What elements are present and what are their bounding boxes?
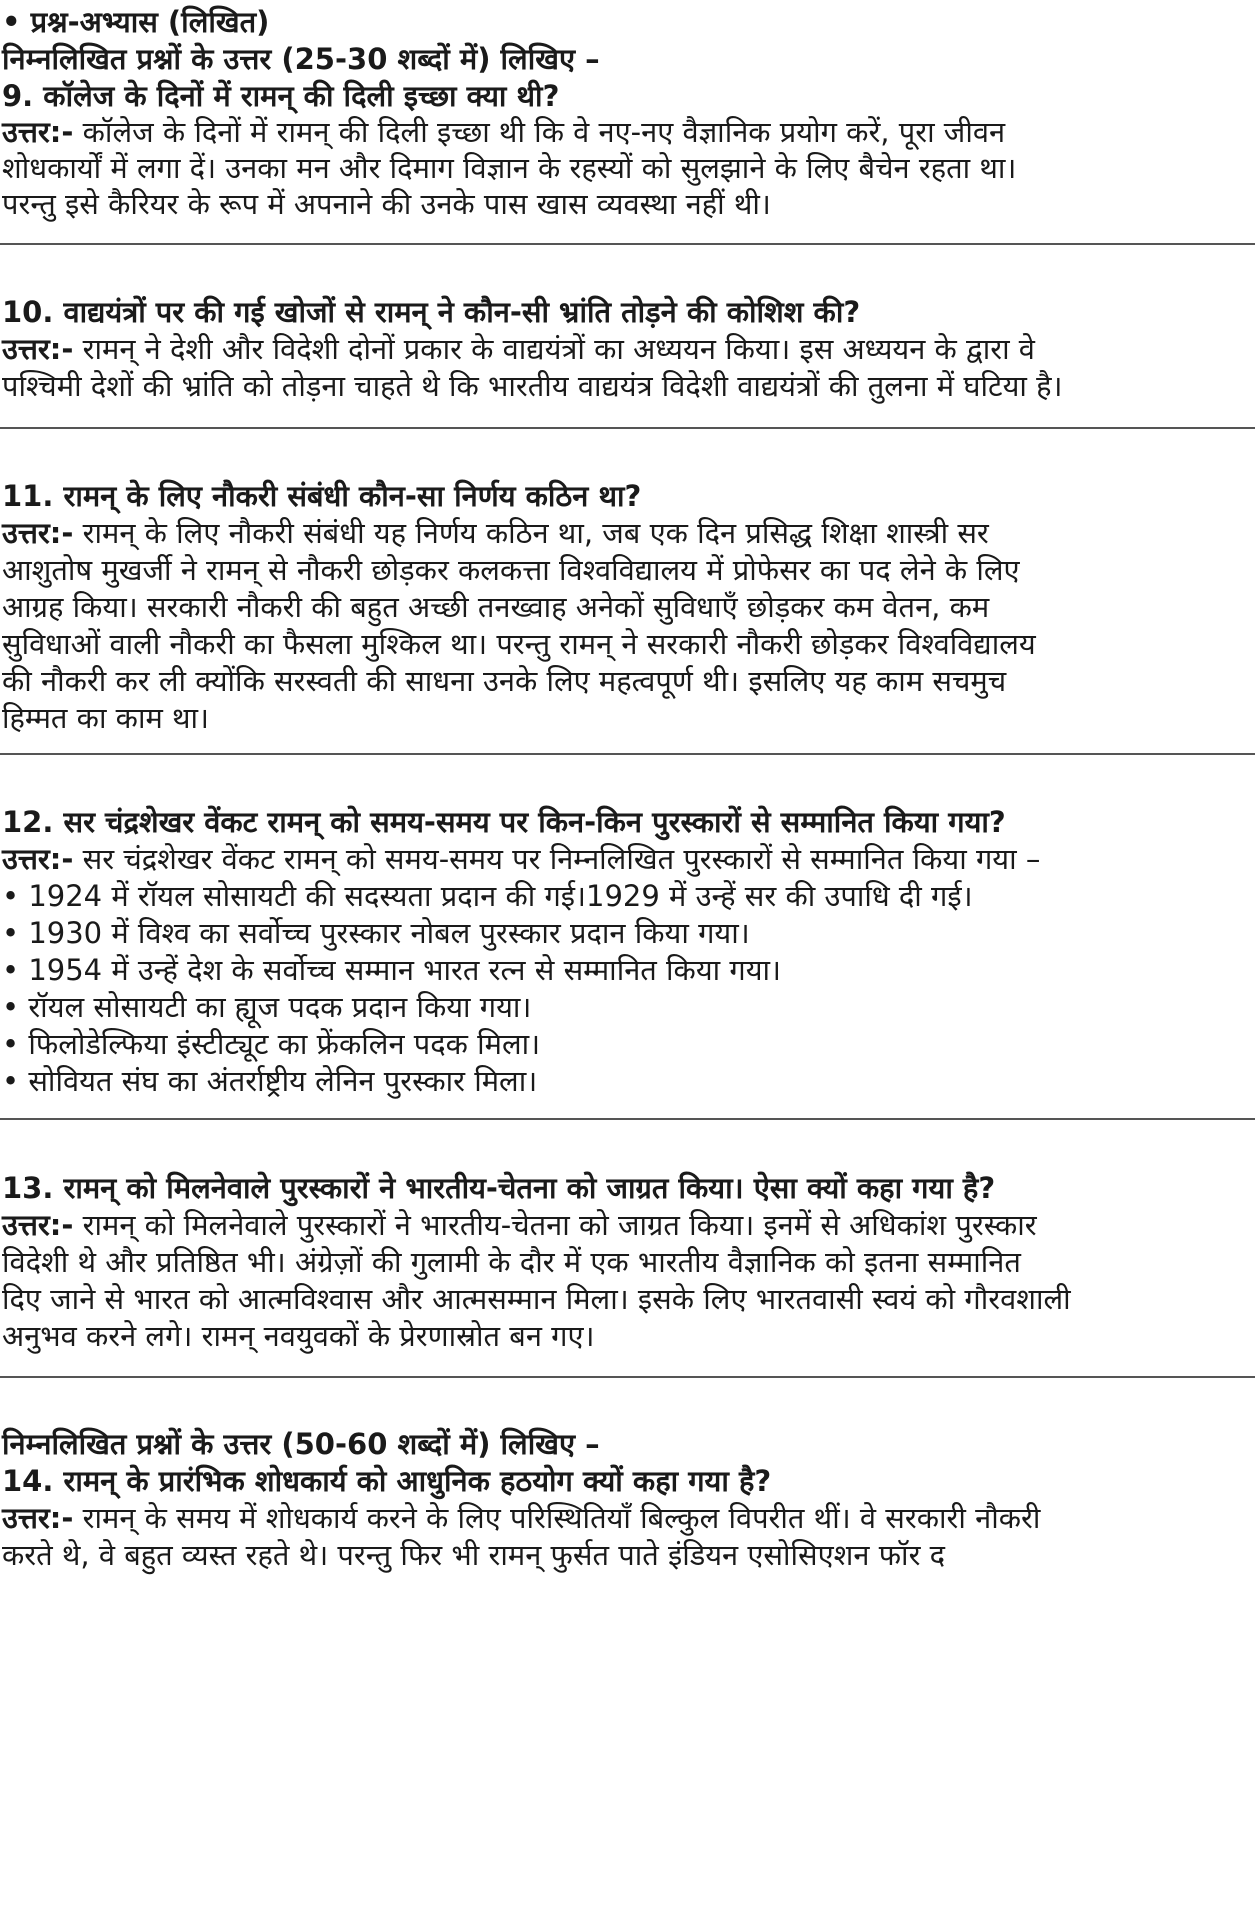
answer-12-line-1: उत्तर:- सर चंद्रशेखर वेंकट रामन् को समय-समय पर निम्नलिखित पुरस्कारों से सम्मानित किया गया –	[2, 842, 1041, 876]
award-item-1: • 1924 में रॉयल सोसायटी की सदस्यता प्रदान की गई।1929 में उन्हें सर की उपाधि दी गई।	[2, 879, 973, 913]
award-item-2: • 1930 में विश्व का सर्वोच्च पुरस्कार नोबल पुरस्कार प्रदान किया गया।	[2, 916, 750, 950]
answer-11-line-5: की नौकरी कर ली क्योंकि सरस्वती की साधना उनके लिए महत्वपूर्ण थी। इसलिए यह काम सचमुच	[2, 664, 1007, 698]
answer-label: उत्तर:-	[2, 332, 74, 366]
question-14: 14. रामन् के प्रारंभिक शोधकार्य को आधुनिक हठयोग क्यों कहा गया है?	[2, 1464, 772, 1498]
answer-13-line-4: अनुभव करने लगे। रामन् नवयुवकों के प्रेरणास्रोत बन गए।	[2, 1319, 595, 1353]
award-item-5: • फिलोडेल्फिया इंस्टीट्यूट का फ्रेंकलिन पदक मिला।	[2, 1027, 541, 1061]
divider	[0, 1376, 1255, 1378]
answer-11-line-3: आग्रह किया। सरकारी नौकरी की बहुत अच्छी तनख्वाह अनेकों सुविधाएँ छोड़कर कम वेतन, कम	[2, 590, 990, 624]
answer-label: उत्तर:-	[2, 1208, 74, 1242]
answer-11-line-4: सुविधाओं वाली नौकरी का फैसला मुश्किल था। परन्तु रामन् ने सरकारी नौकरी छोड़कर विश्वविद्यालय	[2, 627, 1036, 661]
instruction-short: निम्नलिखित प्रश्नों के उत्तर (25-30 शब्दों में) लिखिए –	[2, 42, 600, 76]
award-item-4: • रॉयल सोसायटी का ह्यूज पदक प्रदान किया गया।	[2, 990, 532, 1024]
answer-9-line-3: परन्तु इसे कैरियर के रूप में अपनाने की उनके पास खास व्यवस्था नहीं थी।	[2, 187, 771, 221]
divider	[0, 753, 1255, 755]
divider	[0, 1118, 1255, 1120]
answer-13-line-3: दिए जाने से भारत को आत्मविश्वास और आत्मसम्मान मिला। इसके लिए भारतवासी स्वयं को गौरवशाली	[2, 1282, 1071, 1316]
question-11: 11. रामन् के लिए नौकरी संबंधी कौन-सा निर्णय कठिन था?	[2, 479, 642, 513]
answer-label: उत्तर:-	[2, 1501, 74, 1535]
answer-13-line-2: विदेशी थे और प्रतिष्ठित भी। अंग्रेज़ों की गुलामी के दौर में एक भारतीय वैज्ञानिक को इतना सम्मानित	[2, 1245, 1021, 1279]
answer-10-line-1: उत्तर:- रामन् ने देशी और विदेशी दोनों प्रकार के वाद्ययंत्रों का अध्ययन किया। इस अध्ययन के द्वारा वे	[2, 332, 1035, 366]
answer-11-line-6: हिम्मत का काम था।	[2, 701, 210, 735]
answer-9-line-2: शोधकार्यों में लगा दें। उनका मन और दिमाग विज्ञान के रहस्यों को सुलझाने के लिए बैचेन रहता था।	[2, 151, 1017, 185]
answer-14-line-2: करते थे, वे बहुत व्यस्त रहते थे। परन्तु फिर भी रामन् फुर्सत पाते इंडियन एसोसिएशन फॉर द	[2, 1538, 946, 1572]
divider	[0, 243, 1255, 245]
divider	[0, 427, 1255, 429]
award-item-6: • सोवियत संघ का अंतर्राष्ट्रीय लेनिन पुरस्कार मिला।	[2, 1064, 538, 1098]
section-heading: • प्रश्न-अभ्यास (लिखित)	[2, 5, 270, 39]
award-item-3: • 1954 में उन्हें देश के सर्वोच्च सम्मान भारत रत्न से सम्मानित किया गया।	[2, 953, 782, 987]
question-13: 13. रामन् को मिलनेवाले पुरस्कारों ने भारतीय-चेतना को जाग्रत किया। ऐसा क्यों कहा गया है?	[2, 1171, 996, 1205]
answer-label: उत्तर:-	[2, 516, 74, 550]
question-9: 9. कॉलेज के दिनों में रामन् की दिली इच्छा क्या थी?	[2, 79, 560, 113]
answer-14-line-1: उत्तर:- रामन् के समय में शोधकार्य करने के लिए परिस्थितियाँ बिल्कुल विपरीत थीं। वे सरकारी नौकरी	[2, 1501, 1041, 1535]
answer-11-line-1: उत्तर:- रामन् के लिए नौकरी संबंधी यह निर्णय कठिन था, जब एक दिन प्रसिद्ध शिक्षा शास्त्री सर	[2, 516, 989, 550]
answer-label: उत्तर:-	[2, 115, 74, 149]
question-12: 12. सर चंद्रशेखर वेंकट रामन् को समय-समय पर किन-किन पुरस्कारों से सम्मानित किया गया?	[2, 805, 1006, 839]
answer-11-line-2: आशुतोष मुखर्जी ने रामन् से नौकरी छोड़कर कलकत्ता विश्वविद्यालय में प्रोफेसर का पद लेने के लिए	[2, 553, 1020, 587]
answer-9-line-1: उत्तर:- कॉलेज के दिनों में रामन् की दिली इच्छा थी कि वे नए-नए वैज्ञानिक प्रयोग करें, पूरा जीवन	[2, 115, 1006, 149]
question-10: 10. वाद्ययंत्रों पर की गई खोजों से रामन् ने कौन-सी भ्रांति तोड़ने की कोशिश की?	[2, 295, 861, 329]
instruction-long: निम्नलिखित प्रश्नों के उत्तर (50-60 शब्दों में) लिखिए –	[2, 1427, 600, 1461]
answer-10-line-2: पश्चिमी देशों की भ्रांति को तोड़ना चाहते थे कि भारतीय वाद्ययंत्र विदेशी वाद्ययंत्रों की तुलना में घटिया है।	[2, 369, 1063, 403]
answer-13-line-1: उत्तर:- रामन् को मिलनेवाले पुरस्कारों ने भारतीय-चेतना को जाग्रत किया। इनमें से अधिकांश पुरस्कार	[2, 1208, 1037, 1242]
answer-label: उत्तर:-	[2, 842, 74, 876]
